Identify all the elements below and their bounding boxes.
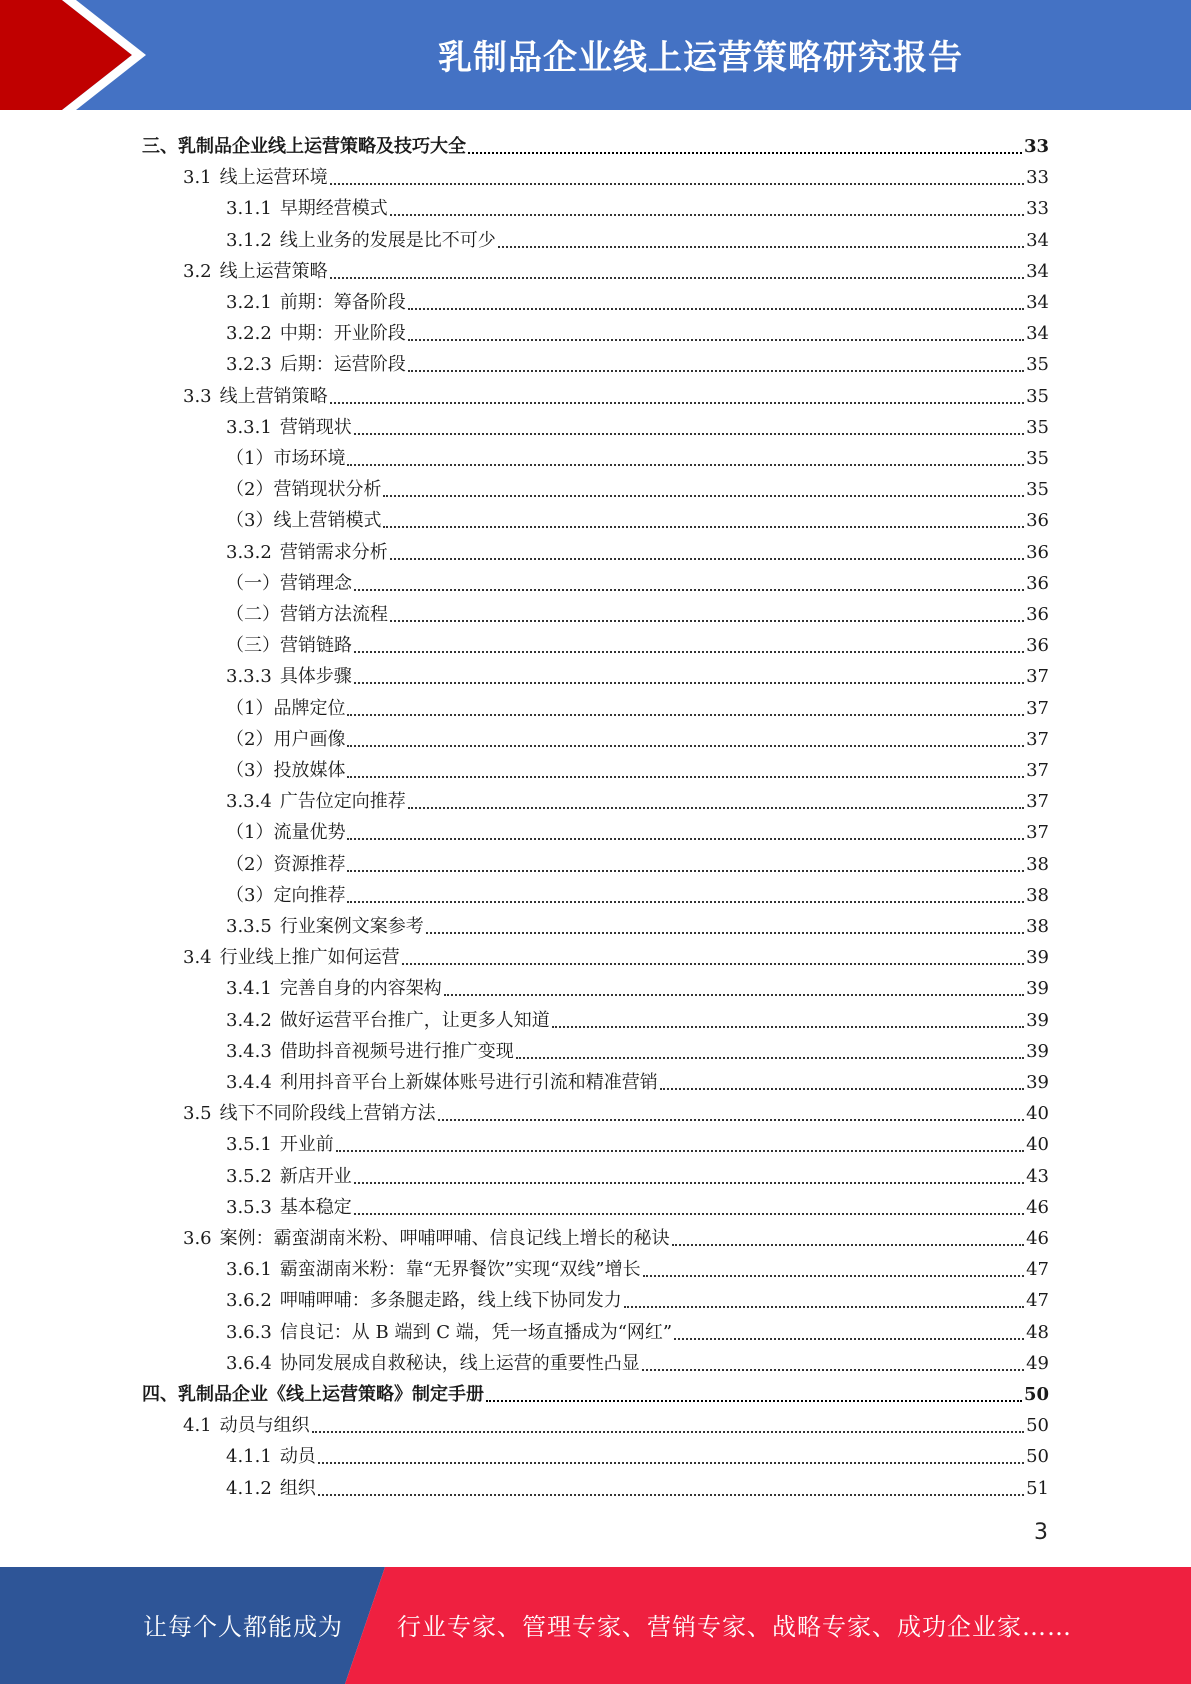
toc-entry-label: （1）品牌定位	[226, 697, 346, 719]
toc-entry-page: 33	[1026, 167, 1049, 189]
toc-dot-leader	[674, 1337, 1024, 1340]
toc-entry[interactable]	[226, 1470, 1049, 1501]
toc-entry-page: 46	[1026, 1228, 1049, 1249]
toc-dot-leader	[383, 525, 1024, 528]
toc-entry-page: 39	[1026, 947, 1049, 969]
toc-entry-page: 49	[1026, 1352, 1049, 1374]
toc-entry[interactable]	[226, 409, 1049, 440]
toc-entry[interactable]	[226, 1282, 1049, 1313]
toc-entry[interactable]	[226, 846, 1049, 877]
toc-entry-label: 前期：筹备阶段	[279, 292, 406, 313]
toc-entry-number: 3.5.2	[226, 1165, 272, 1187]
toc-entry-page: 39	[1026, 1072, 1049, 1093]
toc-entry-page: 36	[1026, 604, 1049, 625]
toc-dot-leader	[642, 1368, 1024, 1371]
toc-dot-leader	[438, 1118, 1024, 1121]
toc-entry-page: 36	[1026, 635, 1049, 657]
toc-entry-label: 具体步骤	[279, 666, 352, 688]
toc-dot-leader	[390, 619, 1024, 622]
toc-entry-label: 早期经营模式	[279, 198, 388, 220]
toc-entry-label: 线上运营策略	[219, 260, 328, 282]
toc-entry[interactable]	[142, 1376, 1049, 1407]
toc-dot-leader	[468, 151, 1022, 154]
toc-dot-leader	[408, 307, 1024, 310]
toc-entry-number: 3.5	[183, 1103, 212, 1125]
toc-entry[interactable]	[183, 1095, 1049, 1126]
toc-entry[interactable]	[226, 471, 1049, 502]
page-number: 3	[1034, 1520, 1048, 1545]
toc-dot-leader	[354, 681, 1024, 684]
toc-dot-leader	[347, 775, 1024, 778]
toc-entry-number: 3.6.1	[226, 1259, 272, 1281]
toc-entry[interactable]	[226, 502, 1049, 533]
toc-entry-label: 行业案例文案参考	[279, 916, 424, 937]
toc-entry-label: （2）用户画像	[226, 728, 346, 750]
toc-entry-number: 3.3.5	[226, 916, 272, 937]
toc-entry-label: 利用抖音平台上新媒体账号进行引流和精准营销	[279, 1072, 658, 1093]
toc-entry-number: 3.4.3	[226, 1040, 272, 1062]
toc-entry-label: 霸蛮湖南米粉：靠“无界餐饮”实现“双线”增长	[279, 1259, 641, 1281]
toc-entry-page: 33	[1023, 136, 1049, 157]
toc-entry-number: 3.4.4	[226, 1072, 272, 1093]
toc-dot-leader	[347, 744, 1024, 747]
toc-entry-number: 3.4.1	[226, 978, 272, 1000]
toc-dot-leader	[347, 869, 1024, 872]
toc-entry-label: 线上运营环境	[219, 167, 328, 189]
toc-entry-number: 3.4.2	[226, 1009, 272, 1031]
toc-entry[interactable]	[226, 690, 1049, 721]
toc-entry[interactable]	[226, 1126, 1049, 1157]
toc-dot-leader	[354, 432, 1024, 435]
toc-entry[interactable]	[226, 752, 1049, 783]
toc-entry-number: 3.1.1	[226, 198, 272, 220]
toc-dot-leader	[552, 1025, 1024, 1028]
toc-entry-label: 借助抖音视频号进行推广变现	[279, 1040, 514, 1062]
toc-entry[interactable]	[226, 1345, 1049, 1376]
toc-entry[interactable]	[226, 721, 1049, 752]
toc-entry[interactable]	[226, 1033, 1049, 1064]
toc-entry-number: 3.1	[183, 167, 212, 189]
toc-entry-number: 3.6.3	[226, 1321, 272, 1343]
toc-entry[interactable]	[226, 190, 1049, 221]
toc-dot-leader	[390, 557, 1024, 560]
toc-entry-page: 51	[1026, 1477, 1049, 1499]
toc-dot-leader	[444, 993, 1024, 996]
toc-dot-leader	[624, 1305, 1024, 1308]
toc-entry-number: 3.1.2	[226, 229, 272, 251]
toc-entry-label: （1）市场环境	[226, 448, 346, 469]
toc-entry[interactable]	[183, 253, 1049, 284]
toc-entry-page: 37	[1026, 760, 1049, 781]
toc-entry[interactable]	[226, 534, 1049, 565]
toc-dot-leader	[354, 650, 1024, 653]
toc-entry-page: 38	[1026, 884, 1049, 906]
toc-dot-leader	[486, 1399, 1022, 1402]
toc-entry[interactable]	[226, 783, 1049, 814]
toc-entry-number: 3.6.4	[226, 1352, 272, 1374]
toc-dot-leader	[336, 1149, 1024, 1152]
page-footer	[0, 1567, 1191, 1684]
toc-entry[interactable]	[226, 1314, 1049, 1345]
toc-dot-leader	[312, 1430, 1024, 1433]
toc-entry-page: 36	[1026, 541, 1049, 563]
toc-entry[interactable]	[183, 159, 1049, 190]
toc-entry-label: 营销需求分析	[279, 541, 388, 563]
toc-entry[interactable]	[226, 346, 1049, 377]
toc-entry-page: 47	[1026, 1259, 1049, 1281]
toc-entry[interactable]	[226, 1064, 1049, 1095]
toc-dot-leader	[408, 369, 1024, 372]
toc-entry-label: （1）流量优势	[226, 822, 346, 844]
toc-entry-number: 3.5.1	[226, 1134, 272, 1156]
toc-dot-leader	[426, 931, 1024, 934]
toc-entry-label: （2）资源推荐	[226, 853, 346, 875]
toc-entry-page: 37	[1026, 666, 1049, 688]
toc-dot-leader	[347, 837, 1024, 840]
toc-entry-label: 营销现状	[279, 416, 352, 438]
footer-slogan-left: 让每个人都能成为	[143, 1613, 343, 1641]
toc-dot-leader	[408, 806, 1024, 809]
toc-entry-number: 3.3.1	[226, 416, 272, 438]
toc-entry-page: 39	[1026, 978, 1049, 1000]
toc-entry-page: 34	[1026, 292, 1049, 313]
toc-entry-label: 中期：开业阶段	[279, 323, 406, 345]
toc-entry-number: 3.6.2	[226, 1290, 272, 1312]
toc-entry-number: 3.6	[183, 1228, 212, 1249]
toc-entry-number: 3.3.3	[226, 666, 272, 688]
toc-dot-leader	[330, 401, 1024, 404]
toc-entry[interactable]	[183, 1220, 1049, 1251]
toc-entry-page: 39	[1026, 1040, 1049, 1062]
toc-entry-label: （二）营销方法流程	[226, 604, 388, 625]
toc-entry-label: 动员与组织	[219, 1415, 310, 1437]
toc-dot-leader	[354, 1181, 1024, 1184]
toc-entry-page: 36	[1026, 572, 1049, 594]
toc-entry-page: 34	[1026, 229, 1049, 251]
toc-entry-page: 38	[1026, 853, 1049, 875]
toc-entry-page: 37	[1026, 822, 1049, 844]
toc-entry-label: 基本稳定	[279, 1196, 352, 1218]
toc-entry[interactable]	[183, 939, 1049, 970]
toc-entry-page: 36	[1026, 510, 1049, 532]
toc-entry-number: 3.5.3	[226, 1196, 272, 1218]
toc-entry-label: （一）营销理念	[226, 572, 352, 594]
toc-entry-page: 35	[1026, 448, 1049, 469]
toc-entry-label: 四、乳制品企业《线上运营策略》制定手册	[142, 1384, 484, 1405]
toc-entry-page: 46	[1026, 1196, 1049, 1218]
toc-entry[interactable]	[226, 1189, 1049, 1220]
toc-entry-page: 34	[1026, 260, 1049, 282]
toc-entry[interactable]	[226, 315, 1049, 346]
toc-entry-label: 呷哺呷哺：多条腿走路，线上线下协同发力	[279, 1290, 622, 1312]
toc-entry-label: 开业前	[279, 1134, 334, 1156]
toc-entry[interactable]	[226, 1251, 1049, 1282]
page-title: 乳制品企业线上运营策略研究报告	[438, 38, 963, 78]
toc-entry-page: 40	[1026, 1103, 1049, 1125]
toc-entry[interactable]	[183, 378, 1049, 409]
toc-entry[interactable]	[226, 658, 1049, 689]
toc-entry-number: 3.3	[183, 385, 212, 407]
toc-entry[interactable]	[226, 1158, 1049, 1189]
toc-entry[interactable]	[226, 222, 1049, 253]
toc-entry-label: 组织	[279, 1477, 316, 1499]
toc-entry[interactable]	[142, 128, 1049, 159]
toc-entry-number: 3.3.4	[226, 791, 272, 813]
toc-entry-label: 线下不同阶段线上营销方法	[219, 1103, 436, 1125]
toc-entry-page: 37	[1026, 697, 1049, 719]
toc-entry-label: （三）营销链路	[226, 635, 352, 657]
toc-entry-page: 39	[1026, 1009, 1049, 1031]
toc-dot-leader	[516, 1056, 1024, 1059]
toc-entry-label: （3）线上营销模式	[226, 510, 382, 532]
toc-entry-number: 3.4	[183, 947, 212, 969]
toc-dot-leader	[347, 900, 1024, 903]
toc-entry-label: 后期：运营阶段	[279, 354, 406, 376]
toc-entry-page: 37	[1026, 791, 1049, 813]
toc-dot-leader	[330, 276, 1024, 279]
toc-dot-leader	[498, 245, 1024, 248]
toc-entry-page: 37	[1026, 728, 1049, 750]
toc-entry[interactable]	[226, 627, 1049, 658]
toc-entry-page: 40	[1026, 1134, 1049, 1156]
toc-entry-number: 3.3.2	[226, 541, 272, 563]
toc-entry-label: 信良记：从 B 端到 C 端，凭一场直播成为“网红”	[279, 1321, 673, 1343]
toc-entry-number: 3.2	[183, 260, 212, 282]
toc-dot-leader	[643, 1274, 1024, 1277]
toc-entry-number: 3.2.3	[226, 354, 272, 376]
toc-entry-label: （2）营销现状分析	[226, 479, 382, 501]
toc-dot-leader	[318, 1461, 1024, 1464]
toc-entry[interactable]	[226, 1002, 1049, 1033]
toc-dot-leader	[390, 213, 1024, 216]
toc-entry-page: 35	[1026, 354, 1049, 376]
toc-entry-page: 50	[1023, 1384, 1049, 1405]
toc-entry-page: 34	[1026, 323, 1049, 345]
toc-entry-page: 47	[1026, 1290, 1049, 1312]
toc-entry[interactable]	[226, 877, 1049, 908]
toc-entry-label: 新店开业	[279, 1165, 352, 1187]
toc-entry-label: 广告位定向推荐	[279, 791, 406, 813]
toc-entry[interactable]	[226, 1438, 1049, 1469]
toc-entry[interactable]	[226, 814, 1049, 845]
toc-entry-page: 48	[1026, 1321, 1049, 1343]
toc-entry[interactable]	[226, 596, 1049, 627]
toc-entry-page: 50	[1026, 1415, 1049, 1437]
toc-entry-page: 50	[1026, 1446, 1049, 1468]
toc-dot-leader	[408, 338, 1024, 341]
toc-dot-leader	[672, 1243, 1024, 1246]
toc-entry-label: 线上业务的发展是比不可少	[279, 229, 496, 251]
header-chevron-icon	[0, 0, 160, 110]
toc-entry[interactable]	[226, 284, 1049, 315]
toc-entry-label: （3）定向推荐	[226, 884, 346, 906]
toc-entry[interactable]	[226, 970, 1049, 1001]
footer-slogan-right: 行业专家、管理专家、营销专家、战略专家、成功企业家……	[397, 1613, 1072, 1641]
toc-dot-leader	[318, 1493, 1024, 1496]
toc-entry-page: 35	[1026, 385, 1049, 407]
toc-entry-number: 3.2.2	[226, 323, 272, 345]
toc-entry-number: 3.2.1	[226, 292, 272, 313]
toc-entry-number: 4.1.1	[226, 1446, 272, 1468]
toc-entry-label: 协同发展成自救秘诀，线上运营的重要性凸显	[279, 1352, 640, 1374]
toc-dot-leader	[347, 713, 1024, 716]
toc-entry[interactable]	[226, 565, 1049, 596]
toc-entry-label: 行业线上推广如何运营	[219, 947, 400, 969]
toc-dot-leader	[660, 1087, 1024, 1090]
toc-entry-label: 案例：霸蛮湖南米粉、呷哺呷哺、信良记线上增长的秘诀	[219, 1228, 670, 1249]
toc-dot-leader	[330, 182, 1024, 185]
toc-entry-label: （3）投放媒体	[226, 760, 346, 781]
toc-entry-number: 4.1.2	[226, 1477, 272, 1499]
toc-entry[interactable]	[226, 908, 1049, 939]
toc-entry-label: 三、乳制品企业线上运营策略及技巧大全	[142, 136, 466, 157]
toc-entry[interactable]	[226, 440, 1049, 471]
toc-dot-leader	[347, 463, 1024, 466]
toc-entry-label: 动员	[279, 1446, 316, 1468]
toc-entry-page: 43	[1026, 1165, 1049, 1187]
toc-entry-page: 33	[1026, 198, 1049, 220]
toc-entry-label: 完善自身的内容架构	[279, 978, 442, 1000]
toc-dot-leader	[354, 588, 1024, 591]
toc-dot-leader	[402, 962, 1024, 965]
toc-entry-label: 线上营销策略	[219, 385, 328, 407]
toc-entry-page: 38	[1026, 916, 1049, 937]
toc-entry[interactable]	[183, 1407, 1049, 1438]
toc-entry-page: 35	[1026, 479, 1049, 501]
toc-entry-label: 做好运营平台推广，让更多人知道	[279, 1009, 550, 1031]
toc-entry-number: 4.1	[183, 1415, 212, 1437]
page-header	[0, 0, 1191, 110]
toc-dot-leader	[383, 494, 1024, 497]
toc-dot-leader	[354, 1212, 1024, 1215]
toc-entry-page: 35	[1026, 416, 1049, 438]
